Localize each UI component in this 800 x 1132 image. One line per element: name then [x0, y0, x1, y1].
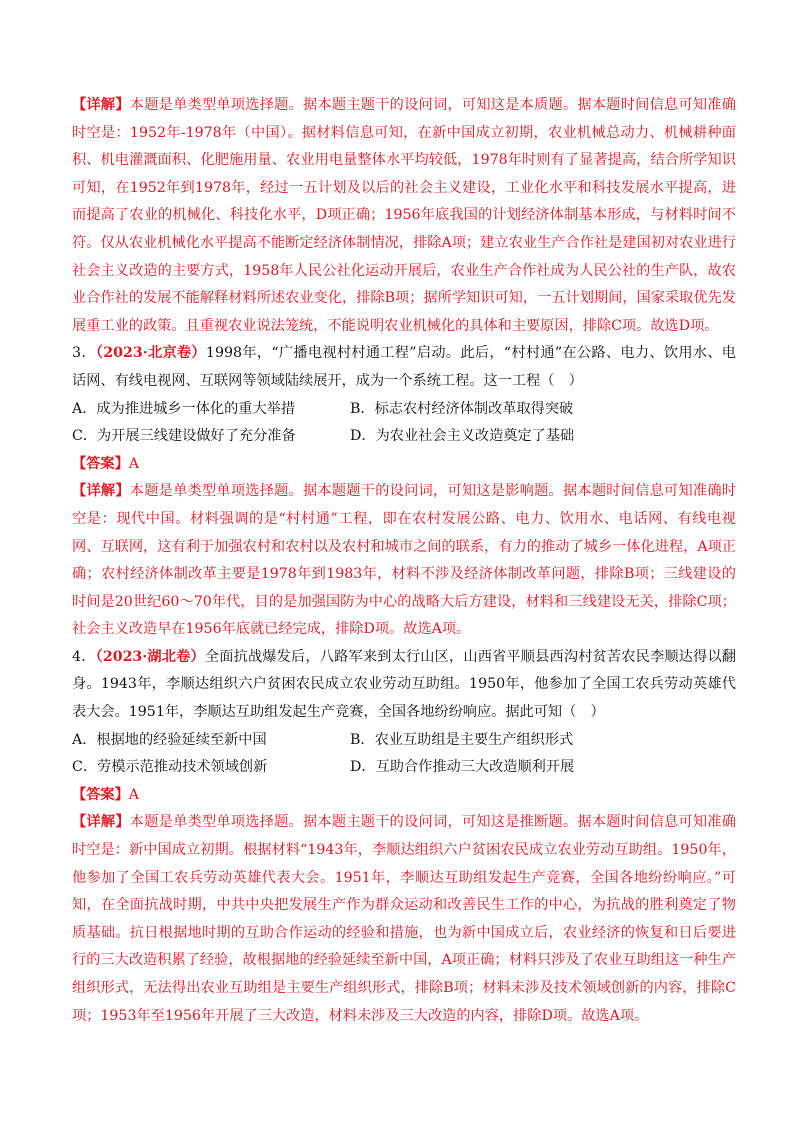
- answer-value: A: [128, 455, 140, 472]
- option-b: B．农业互助组是主要生产组织形式: [350, 731, 574, 748]
- options-q3: [72, 396, 736, 451]
- document-content: [72, 92, 736, 1030]
- question-source: （2023·湖北卷）: [95, 648, 205, 665]
- question-source: （2023·北京卷）: [95, 345, 206, 362]
- detail-text: 本题是单类型单项选择题。据本题题干的设问词，可知这是影响题。据本题时间信息可知准确时空是：现代中国。材料强调的是“村村通”工程，即在农村发展公路、电力、饮用水、电话网、有线电视网、互联网，这有利于加强农村和农村以及农村和城市之间的联系，有力的推动了城乡一体化进程，A项正确；农村经济体制改革主要是1978年到1983年，材料不涉及经济体制改革问题，排除B项；三线建设的时间是20世纪60～70年代，目的是加强国防为中心的战略大后方建设，材料和三线建设无关，排除C项；社会主义改造早在1956年底就已经完成，排除D项。故选A项。: [72, 483, 736, 638]
- answer-q4: [72, 782, 736, 810]
- option-c: C．劳模示范推动技术领域创新: [72, 759, 268, 776]
- detail-tag: 【详解】: [72, 814, 130, 831]
- question-number: 4．: [72, 648, 96, 665]
- question-4: [72, 644, 736, 727]
- detail-q3: [72, 478, 736, 644]
- answer-tag: 【答案】: [72, 455, 129, 472]
- option-d: D．为农业社会主义改造奠定了基础: [350, 428, 575, 445]
- detail-text: 本题是单类型单项选择题。据本题主题干的设问词，可知这是推断题。据本题时间信息可知准确时空是：新中国成立初期。根据材料“1943年，李顺达组织六户贫困农民成立农业劳动互助组。1950年，他参加了全国工农兵劳动英雄代表大会。1951年，李顺达互助组发起生产竞赛，全国各地纷纷响应。”可知，在全面抗战时期，中共中央把发展生产作为群众运动和改善民生工作的中心，为抗战的胜利奠定了物质基础。抗日根据地时期的互助合作运动的经验和措施，也为新中国成立后，农业经济的恢复和日后要进行的三大改造积累了经验，故根据地的经验延续至新中国，A项正确；材料只涉及了农业互助组这一种生产组织形式，无法得出农业互助组是主要生产组织形式，排除B项；材料未涉及技术领域创新的内容，排除C项；1953年至1956年开展了三大改造，材料未涉及三大改造的内容，排除D项。故选A项。: [72, 814, 736, 1024]
- options-q4: [72, 727, 736, 782]
- question-3: [72, 340, 736, 395]
- detail-q2: [72, 92, 736, 340]
- answer-q3: [72, 451, 736, 479]
- detail-q4: [72, 809, 736, 1030]
- detail-text: 本题是单类型单项选择题。据本题主题干的设问词，可知这是本质题。据本题时间信息可知准确时空是：1952年-1978年（中国）。据材料信息可知，在新中国成立初期，农业机械总动力、机械耕种面积、机电灌溉面积、化肥施用量、农业用电量整体水平均较低，1978年时则有了显著提高，结合所学知识可知，在1952年到1978年，经过一五计划及以后的社会主义建设，工业化水平和科技发展水平提高，进而提高了农业的机械化、科技化水平，D项正确；1956年底我国的计划经济体制基本形成，与材料时间不符。仅从农业机械化水平提高不能断定经济体制情况，排除A项；建立农业生产合作社是建国初对农业进行社会主义改造的主要方式，1958年人民公社化运动开展后，农业生产合作社成为人民公社的生产队，故农业合作社的发展不能解释材料所述农业变化，排除B项；据所学知识可知，一五计划期间，国家采取优先发展重工业的政策。且重视农业说法笼统，不能说明农业机械化的具体和主要原因，排除C项。故选D项。: [72, 97, 736, 334]
- option-a: A．成为推进城乡一体化的重大举措: [72, 400, 296, 417]
- detail-tag: 【详解】: [72, 483, 130, 500]
- option-d: D．互助合作推动三大改造顺利开展: [350, 759, 575, 776]
- option-b: B．标志农村经济体制改革取得突破: [350, 400, 574, 417]
- question-stem: 1998年，“广播电视村村通工程”启动。此后，“村村通”在公路、电力、饮用水、电话网、有线电视网、互联网等领域陆续展开，成为一个系统工程。这一工程（ ）: [72, 345, 736, 389]
- detail-tag: 【详解】: [72, 97, 130, 113]
- option-a: A．根据地的经验延续至新中国: [72, 731, 267, 748]
- question-stem: 全面抗战爆发后，八路军来到太行山区，山西省平顺县西沟村贫苦农民李顺达得以翻身。1943年，李顺达组织六户贫困农民成立农业劳动互助组。1950年，他参加了全国工农兵劳动英雄代表大会。1951年，李顺达互助组发起生产竞赛，全国各地纷纷响应。据此可知（ ）: [72, 648, 736, 721]
- answer-tag: 【答案】: [72, 786, 129, 803]
- option-c: C．为开展三线建设做好了充分准备: [72, 428, 296, 445]
- question-number: 3．: [72, 345, 96, 362]
- answer-value: A: [128, 786, 140, 803]
